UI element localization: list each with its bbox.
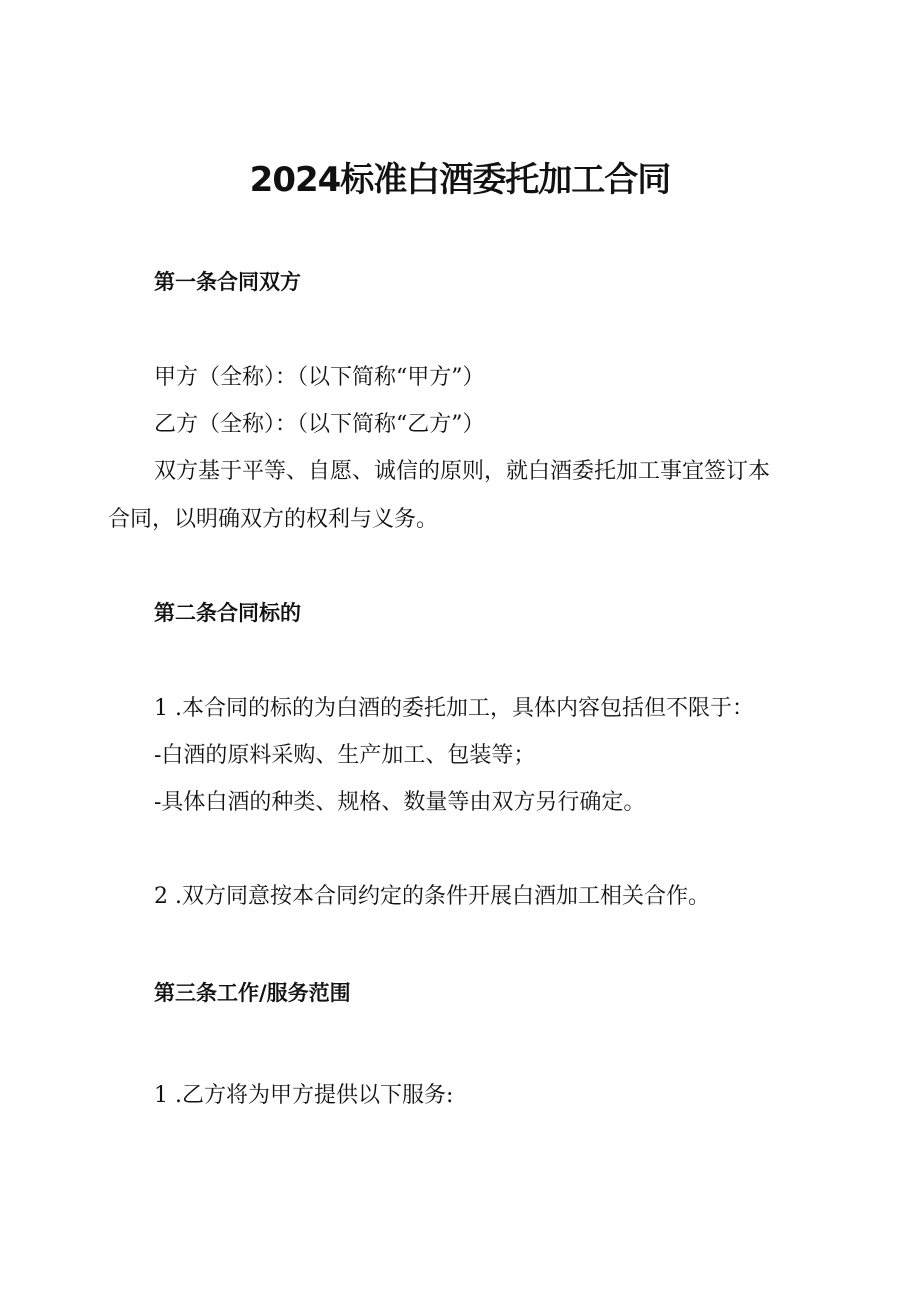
principle-line-2: 合同，以明确双方的权利与义务。	[108, 507, 439, 532]
subject-bullet-2: -具体白酒的种类、规格、数量等由双方另行确定。	[154, 790, 646, 815]
party-a-line: 甲方（全称）：（以下简称“甲方”）	[154, 365, 485, 390]
subject-clause-2: 2 .双方同意按本合同约定的条件开展白酒加工相关合作。	[154, 884, 710, 909]
section-3-heading: 第三条工作/服务范围	[154, 981, 351, 1005]
party-b-line: 乙方（全称）：（以下简称“乙方”）	[154, 412, 485, 437]
principle-line-1: 双方基于平等、自愿、诚信的原则，就白酒委托加工事宜签订本	[154, 459, 771, 484]
section-1-heading: 第一条合同双方	[154, 270, 301, 294]
subject-bullet-1: -白酒的原料采购、生产加工、包装等；	[154, 743, 536, 768]
scope-clause-1: 1 .乙方将为甲方提供以下服务:	[154, 1083, 454, 1108]
section-2-heading: 第二条合同标的	[154, 601, 301, 625]
document-title: 2024标准白酒委托加工合同	[249, 160, 671, 200]
subject-clause-1: 1 .本合同的标的为白酒的委托加工，具体内容包括但不限于：	[154, 696, 754, 721]
